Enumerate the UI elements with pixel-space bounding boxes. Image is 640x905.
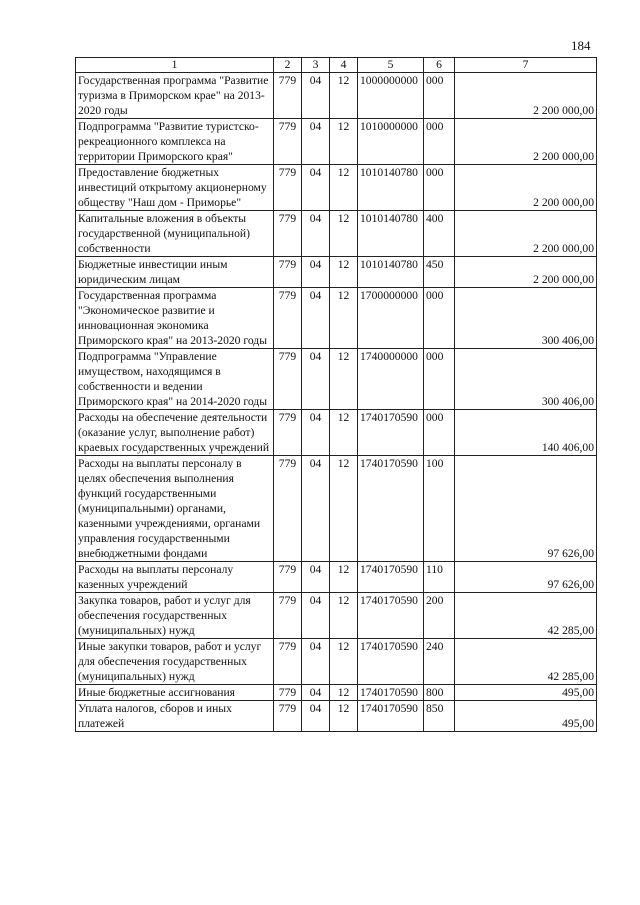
row-code-admin: 779 xyxy=(274,119,302,165)
row-code-admin: 779 xyxy=(274,349,302,410)
table-row xyxy=(76,562,597,593)
page-number: 184 xyxy=(571,38,591,53)
row-amount: 42 285,00 xyxy=(455,639,597,685)
row-code-target: 1740170590 xyxy=(358,685,424,701)
row-code-section: 04 xyxy=(302,410,330,456)
row-code-section: 04 xyxy=(302,456,330,562)
row-name: Подпрограмма "Управление имуществом, находящимся в собственности и ведении Приморского края" на 2014-2020 годы xyxy=(76,349,274,410)
row-code-subsection: 12 xyxy=(330,257,358,288)
row-code-target: 1740170590 xyxy=(358,562,424,593)
column-header: 3 xyxy=(302,58,330,73)
row-code-expense-type: 450 xyxy=(424,257,455,288)
row-name: Расходы на выплаты персоналу в целях обеспечения выполнения функций государственными (муниципальными) органами, казенными учреждениями, органами управления государственными внебюджетными фондами xyxy=(76,456,274,562)
row-amount: 495,00 xyxy=(455,685,597,701)
row-code-expense-type: 000 xyxy=(424,410,455,456)
table-row xyxy=(76,288,597,349)
column-header: 6 xyxy=(424,58,455,73)
row-code-target: 1740170590 xyxy=(358,410,424,456)
row-name: Закупка товаров, работ и услуг для обеспечения государственных (муниципальных) нужд xyxy=(76,593,274,639)
row-name: Бюджетные инвестиции иным юридическим лицам xyxy=(76,257,274,288)
row-code-target: 1010000000 xyxy=(358,119,424,165)
row-name: Капитальные вложения в объекты государственной (муниципальной) собственности xyxy=(76,211,274,257)
row-code-subsection: 12 xyxy=(330,562,358,593)
row-amount: 97 626,00 xyxy=(455,456,597,562)
table-row xyxy=(76,701,597,732)
row-code-expense-type: 000 xyxy=(424,349,455,410)
row-code-section: 04 xyxy=(302,562,330,593)
row-code-admin: 779 xyxy=(274,73,302,119)
row-code-subsection: 12 xyxy=(330,685,358,701)
row-code-expense-type: 000 xyxy=(424,165,455,211)
row-code-section: 04 xyxy=(302,257,330,288)
row-code-section: 04 xyxy=(302,288,330,349)
row-code-target: 1740170590 xyxy=(358,701,424,732)
row-name: Предоставление бюджетных инвестиций открытому акционерному обществу "Наш дом - Приморье" xyxy=(76,165,274,211)
row-code-admin: 779 xyxy=(274,639,302,685)
row-amount: 2 200 000,00 xyxy=(455,119,597,165)
column-header: 4 xyxy=(330,58,358,73)
row-code-admin: 779 xyxy=(274,562,302,593)
row-code-subsection: 12 xyxy=(330,410,358,456)
row-code-admin: 779 xyxy=(274,288,302,349)
row-amount: 97 626,00 xyxy=(455,562,597,593)
row-code-admin: 779 xyxy=(274,456,302,562)
row-amount: 2 200 000,00 xyxy=(455,211,597,257)
row-code-admin: 779 xyxy=(274,593,302,639)
table-row xyxy=(76,349,597,410)
row-code-section: 04 xyxy=(302,593,330,639)
row-code-admin: 779 xyxy=(274,701,302,732)
row-code-target: 1010140780 xyxy=(358,165,424,211)
row-code-subsection: 12 xyxy=(330,456,358,562)
row-code-section: 04 xyxy=(302,165,330,211)
table-row xyxy=(76,639,597,685)
row-code-section: 04 xyxy=(302,685,330,701)
row-code-target: 1740000000 xyxy=(358,349,424,410)
row-code-section: 04 xyxy=(302,639,330,685)
row-code-section: 04 xyxy=(302,701,330,732)
row-amount: 2 200 000,00 xyxy=(455,165,597,211)
row-amount: 495,00 xyxy=(455,701,597,732)
column-header: 1 xyxy=(76,58,274,73)
row-code-target: 1740170590 xyxy=(358,593,424,639)
row-code-subsection: 12 xyxy=(330,73,358,119)
row-code-target: 1740170590 xyxy=(358,639,424,685)
row-code-subsection: 12 xyxy=(330,165,358,211)
row-code-expense-type: 000 xyxy=(424,73,455,119)
table-row xyxy=(76,593,597,639)
row-name: Уплата налогов, сборов и иных платежей xyxy=(76,701,274,732)
row-code-expense-type: 100 xyxy=(424,456,455,562)
row-name: Государственная программа "Экономическое развитие и инновационная экономика Приморского края" на 2013-2020 годы xyxy=(76,288,274,349)
row-code-admin: 779 xyxy=(274,165,302,211)
row-code-admin: 779 xyxy=(274,410,302,456)
column-header: 5 xyxy=(358,58,424,73)
row-code-expense-type: 000 xyxy=(424,119,455,165)
row-code-expense-type: 000 xyxy=(424,288,455,349)
table-row xyxy=(76,456,597,562)
row-code-section: 04 xyxy=(302,211,330,257)
row-amount: 2 200 000,00 xyxy=(455,257,597,288)
row-code-target: 1740170590 xyxy=(358,456,424,562)
table-row xyxy=(76,685,597,701)
row-code-subsection: 12 xyxy=(330,701,358,732)
row-amount: 2 200 000,00 xyxy=(455,73,597,119)
row-code-expense-type: 800 xyxy=(424,685,455,701)
row-code-expense-type: 850 xyxy=(424,701,455,732)
row-code-target: 1700000000 xyxy=(358,288,424,349)
row-code-expense-type: 400 xyxy=(424,211,455,257)
row-code-subsection: 12 xyxy=(330,211,358,257)
table-row xyxy=(76,119,597,165)
row-amount: 300 406,00 xyxy=(455,288,597,349)
row-name: Расходы на обеспечение деятельности (оказание услуг, выполнение работ) краевых государственных учреждений xyxy=(76,410,274,456)
row-code-section: 04 xyxy=(302,73,330,119)
table-row xyxy=(76,211,597,257)
row-code-target: 1010140780 xyxy=(358,257,424,288)
row-name: Расходы на выплаты персоналу казенных учреждений xyxy=(76,562,274,593)
row-amount: 42 285,00 xyxy=(455,593,597,639)
row-code-admin: 779 xyxy=(274,211,302,257)
row-code-subsection: 12 xyxy=(330,288,358,349)
row-code-expense-type: 240 xyxy=(424,639,455,685)
row-name: Подпрограмма "Развитие туристско-рекреационного комплекса на территории Приморского края" xyxy=(76,119,274,165)
row-code-target: 1010140780 xyxy=(358,211,424,257)
row-name: Иные бюджетные ассигнования xyxy=(76,685,274,701)
row-amount: 300 406,00 xyxy=(455,349,597,410)
row-code-subsection: 12 xyxy=(330,639,358,685)
row-code-subsection: 12 xyxy=(330,119,358,165)
row-code-admin: 779 xyxy=(274,685,302,701)
row-code-expense-type: 110 xyxy=(424,562,455,593)
row-code-subsection: 12 xyxy=(330,593,358,639)
table-row xyxy=(76,257,597,288)
budget-table xyxy=(75,57,597,732)
row-code-target: 1000000000 xyxy=(358,73,424,119)
row-code-subsection: 12 xyxy=(330,349,358,410)
table-row xyxy=(76,410,597,456)
row-amount: 140 406,00 xyxy=(455,410,597,456)
row-code-section: 04 xyxy=(302,349,330,410)
table-row xyxy=(76,165,597,211)
row-code-admin: 779 xyxy=(274,257,302,288)
column-header: 7 xyxy=(455,58,597,73)
row-code-section: 04 xyxy=(302,119,330,165)
row-name: Государственная программа "Развитие туризма в Приморском крае" на 2013-2020 годы xyxy=(76,73,274,119)
column-header: 2 xyxy=(274,58,302,73)
row-code-expense-type: 200 xyxy=(424,593,455,639)
table-row xyxy=(76,73,597,119)
header-row xyxy=(76,58,597,73)
row-name: Иные закупки товаров, работ и услуг для обеспечения государственных (муниципальных) нужд xyxy=(76,639,274,685)
